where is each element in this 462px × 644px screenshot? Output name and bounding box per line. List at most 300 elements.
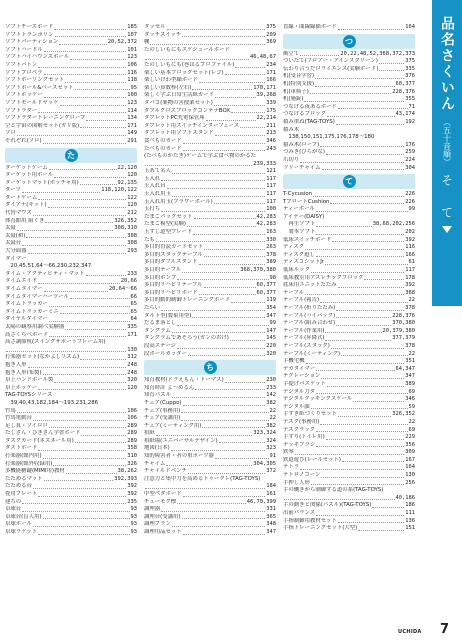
entry-name: ダーツ	[5, 187, 21, 194]
entry-name: 多目的スタックテーブル	[144, 251, 203, 258]
entry-pages: 60,377	[395, 80, 415, 87]
index-entry	[283, 259, 415, 267]
entry-pages: 130	[127, 346, 137, 353]
entry-pages: 38,68,202,256	[372, 221, 415, 228]
entry-name: たらい	[144, 304, 161, 311]
entry-pages: 22	[408, 418, 415, 425]
leader-dots	[86, 120, 126, 121]
leader-dots	[225, 74, 266, 75]
entry-pages: 220	[266, 342, 276, 349]
leader-dots	[150, 44, 265, 45]
entry-name: 段ボールカッター	[144, 350, 187, 357]
leader-dots	[214, 105, 265, 106]
entry-name: ソフトホッケー	[5, 92, 43, 99]
entry-pages: 320	[266, 350, 276, 357]
entry-name: 多目的動的制御トレーニングボード	[144, 297, 231, 304]
entry-name: 調理用品セット	[144, 529, 182, 535]
leader-dots	[316, 226, 371, 227]
entry-pages: 293	[127, 248, 137, 255]
entry-name: 多目的テーブル	[144, 267, 182, 273]
entry-pages: 118,120,122	[101, 187, 137, 194]
leader-dots	[311, 272, 404, 273]
entry-name: チューモク標	[144, 498, 177, 505]
entry-pages: 166	[266, 77, 276, 84]
leader-dots	[181, 412, 268, 413]
entry-pages: 116	[405, 244, 415, 251]
entry-name: ソロ	[5, 130, 16, 137]
entry-pages: 43,174	[395, 111, 415, 118]
leader-dots	[336, 325, 391, 326]
leader-dots	[33, 526, 130, 527]
leader-dots	[193, 234, 265, 235]
entry-pages: 308,310	[114, 225, 137, 232]
entry-name: ターゲット用ボール	[5, 172, 54, 179]
entry-pages: 226	[405, 191, 415, 198]
entry-pages: 224	[405, 156, 415, 163]
index-entry	[5, 483, 137, 491]
entry-name: 食べものカード	[144, 137, 182, 144]
entry-pages: 20,379,380	[382, 327, 415, 334]
entry-pages: 114	[127, 107, 137, 114]
leader-dots	[33, 215, 126, 216]
entry-pages: 118	[127, 77, 137, 84]
entry-pages: 123	[127, 99, 137, 106]
index-entry	[283, 442, 415, 450]
entry-pages: 356	[405, 441, 415, 448]
entry-pages: 120	[127, 172, 137, 179]
leader-dots	[364, 279, 404, 280]
index-entry	[283, 244, 415, 252]
index-entry	[5, 453, 137, 461]
entry-name: ソフトモールドヤッケ	[5, 99, 59, 106]
index-entry	[283, 96, 415, 104]
index-entry	[5, 438, 137, 446]
index-entry	[144, 328, 276, 336]
entry-name: タイムトラッカー	[5, 301, 48, 308]
leader-dots	[49, 427, 126, 428]
entry-name: 手の働きから制御する道の系(TAG-TOYS)	[283, 487, 384, 494]
entry-name: 多目的リハビリボード	[144, 289, 198, 296]
entry-name: 製本ソフト	[283, 229, 316, 236]
leader-dots	[336, 317, 391, 318]
entry-name: たまご模型(実験)	[144, 221, 186, 228]
index-entry	[283, 472, 415, 480]
entry-pages: 147	[266, 327, 276, 334]
entry-pages: 22	[408, 350, 415, 357]
leader-dots	[38, 534, 129, 535]
entry-name: 竹馬	[5, 407, 16, 414]
entry-pages: 171	[127, 122, 137, 129]
leader-dots	[327, 386, 404, 387]
entry-name: ターゲットゲーム	[5, 164, 48, 171]
entry-pages: 335	[127, 323, 137, 330]
index-entry	[144, 305, 276, 313]
entry-name: 玉入れ台	[144, 183, 166, 190]
index-entry	[283, 335, 415, 343]
entry-pages: 369	[266, 39, 276, 46]
entry-pages: 117	[266, 191, 276, 198]
entry-name: 知育教材(ドラえもん・トーマス)	[144, 377, 224, 384]
entry-name: ソフトパーティション	[5, 39, 59, 46]
index-entry	[5, 514, 137, 522]
entry-pages: 100	[266, 206, 276, 213]
entry-name: タルト型(製菓用型)	[144, 312, 192, 319]
leader-dots	[81, 435, 126, 436]
entry-pages: 347	[405, 373, 415, 380]
index-entry	[144, 438, 276, 446]
index-entry	[5, 92, 137, 100]
leader-dots	[231, 112, 265, 113]
index-entry	[5, 468, 137, 476]
brand-logo: UCHIDA	[398, 629, 422, 635]
entry-pages: 346	[405, 396, 415, 403]
entry-name: 衝立て	[283, 50, 300, 57]
entry-pages: 365	[266, 513, 276, 520]
index-entry	[283, 73, 415, 81]
entry-pages: 368,370,380	[240, 267, 276, 273]
entry-pages: 335	[405, 65, 415, 72]
entry-pages: 107	[127, 31, 137, 38]
entry-pages: 64,347	[395, 365, 415, 372]
entry-pages: 120	[127, 202, 137, 209]
leader-dots	[372, 507, 404, 508]
index-entry	[283, 81, 415, 89]
entry-pages: 65	[130, 301, 137, 308]
leader-dots	[43, 518, 130, 519]
entry-name: 玉ずし道型ブレード	[144, 229, 193, 236]
index-entry	[144, 453, 276, 461]
entry-pages: 22	[408, 297, 415, 304]
index-entry	[283, 487, 415, 495]
leader-dots	[22, 503, 126, 504]
index-entry	[5, 529, 137, 537]
index-entry	[144, 335, 276, 343]
leader-dots	[171, 450, 265, 451]
entry-name: ターゲットマット(ボッチャ用)	[5, 179, 79, 186]
leader-dots	[204, 287, 256, 288]
leader-dots	[300, 469, 404, 470]
entry-pages: 372	[266, 468, 276, 475]
entry-name: デジタルクッキングスケール	[283, 396, 353, 403]
entry-name: 拾紙場(ユニバーサルデザイン)	[144, 437, 218, 444]
index-entry	[144, 229, 276, 237]
index-entry	[144, 100, 276, 108]
index-entry	[283, 373, 415, 381]
entry-name: タイムエイド	[5, 278, 38, 285]
entry-name: 抱き人形	[5, 361, 27, 368]
leader-dots	[338, 287, 405, 288]
entry-pages: 60,377	[256, 282, 276, 289]
entry-name: ダートゲーム	[5, 194, 38, 201]
entry-pages: 389	[266, 259, 276, 266]
entry-pages: 119	[266, 297, 276, 304]
index-entry	[144, 54, 276, 62]
index-entry	[144, 123, 276, 131]
index-entry	[144, 499, 276, 507]
entry-name: 伝わり合うだロライエンス(実験ボード)	[283, 65, 379, 72]
entry-name: たまごパックセット	[144, 213, 193, 220]
leader-dots	[183, 143, 266, 144]
leader-dots	[338, 108, 408, 109]
index-entry	[144, 108, 276, 116]
entry-pages: 326	[127, 460, 137, 467]
leader-dots	[304, 101, 404, 102]
entry-pages: 368	[405, 289, 415, 296]
page-number: 7	[440, 622, 450, 637]
entry-pages: 382	[266, 422, 276, 429]
entry-pages: 123	[127, 54, 137, 61]
index-entry	[144, 62, 276, 70]
entry-name: ソフトバトン	[5, 61, 38, 68]
entry-pages: 230	[266, 377, 276, 384]
entry-name: 多機能糖鍵(MIMI用)教材	[5, 468, 65, 475]
index-entry	[144, 206, 276, 214]
entry-name: タブレット用ソフトスタンド	[144, 130, 214, 137]
index-entry	[144, 92, 276, 100]
entry-pages: 39,268	[256, 92, 276, 99]
index-entry	[5, 62, 137, 70]
leader-dots	[44, 291, 108, 292]
entry-pages: 93	[130, 506, 137, 513]
leader-dots	[379, 63, 404, 64]
leader-dots	[338, 522, 404, 523]
index-entry	[283, 381, 415, 389]
entry-pages: 263	[266, 244, 276, 251]
index-entry	[144, 297, 276, 305]
index-entry	[144, 461, 276, 469]
leader-dots	[199, 264, 266, 265]
entry-name: 机(車椅子)	[283, 88, 309, 95]
entry-pages: 376	[405, 73, 415, 80]
leader-dots	[192, 317, 265, 318]
leader-dots	[22, 511, 129, 512]
leader-dots	[172, 332, 265, 333]
entry-pages: 213	[266, 130, 276, 137]
index-entry	[283, 313, 415, 321]
index-entry	[5, 130, 137, 138]
entry-name: 打楽器(館内用)	[5, 453, 42, 460]
index-entry	[283, 157, 415, 165]
entry-pages: 22	[269, 415, 276, 422]
index-entry	[5, 202, 137, 210]
leader-dots	[38, 389, 126, 390]
leader-dots	[330, 203, 404, 204]
entry-pages: 42,283	[256, 213, 276, 220]
leader-dots	[206, 120, 256, 121]
index-entry	[283, 389, 415, 397]
index-entry	[5, 195, 137, 203]
entry-pages: 171	[266, 69, 276, 76]
entry-pages: 392	[127, 483, 137, 490]
index-entry	[5, 115, 137, 123]
index-entry	[5, 187, 137, 195]
entry-pages: 93	[130, 529, 137, 535]
entry-name: テーブル(ミーティング)	[283, 350, 341, 357]
index-entry	[144, 483, 276, 491]
entry-pages: 20,64〜66	[108, 286, 137, 292]
index-entry	[5, 210, 137, 218]
entry-name: 直線・曲線線描ボード	[283, 24, 337, 30]
leader-dots	[215, 97, 255, 98]
leader-dots	[166, 465, 252, 466]
entry-pages: 106	[127, 61, 137, 68]
leader-dots	[17, 412, 126, 413]
entry-name: 手の動きと関係(パズル)(TAG-TOYS)	[283, 502, 372, 509]
entry-name: ソフトチーズボード	[5, 24, 54, 30]
entry-name: 机(受音学習)	[283, 73, 315, 80]
entry-pages: 392	[405, 282, 415, 289]
index-entry	[283, 191, 415, 199]
entry-pages: 95	[130, 84, 137, 91]
entry-pages: 304	[405, 164, 415, 171]
entry-name: タイム・アクティビティ・マット	[5, 270, 85, 277]
entry-name: チェア(Cuppo)	[144, 399, 182, 406]
index-entry	[5, 430, 137, 438]
section-header	[283, 174, 415, 189]
leader-dots	[161, 310, 265, 311]
entry-pages: 228,376	[392, 88, 415, 95]
entry-pages: 184	[266, 483, 276, 490]
entry-pages: 99	[269, 320, 276, 327]
entry-name: タバコ(薬物の害授業セット)	[144, 99, 213, 106]
entry-name: 調理台(受講用)	[144, 513, 181, 520]
entry-pages: 69	[408, 426, 415, 433]
leader-dots	[145, 59, 249, 60]
entry-name: 建ちの	[5, 498, 22, 505]
entry-pages: 117	[266, 198, 276, 205]
leader-dots	[22, 245, 126, 246]
index-entry	[5, 423, 137, 431]
entry-name: タイムタイマー	[5, 286, 43, 292]
index-entry	[144, 39, 276, 47]
entry-name: テーブル(組み合わせ)	[283, 320, 336, 327]
leader-dots	[86, 275, 127, 276]
index-entry	[144, 77, 276, 85]
entry-name: 手押し人形	[283, 479, 310, 486]
index-entry	[283, 297, 415, 305]
leader-dots	[183, 534, 266, 535]
entry-pages: 310	[127, 453, 137, 460]
entry-pages: 151	[405, 525, 415, 532]
entry-name: 玉入れ用玉(フラワーボール)	[144, 198, 213, 205]
down-arrow-icon	[442, 226, 452, 233]
leader-dots	[204, 249, 265, 250]
entry-pages: 377,379	[392, 335, 415, 342]
index-entry	[144, 506, 276, 514]
leader-dots	[183, 150, 266, 151]
entry-name: 足し算・ソイロロ	[5, 422, 48, 429]
leader-dots	[172, 173, 265, 174]
entry-pages: 185	[127, 24, 137, 30]
leader-dots	[326, 154, 404, 155]
entry-name: たのしいもにも(巻はるプロファイル)	[144, 61, 235, 68]
index-entry	[144, 320, 276, 328]
leader-dots	[235, 67, 265, 68]
index-entry	[283, 24, 415, 32]
leader-dots	[54, 382, 126, 383]
entry-pages: 308	[127, 232, 137, 239]
leader-dots	[54, 177, 126, 178]
entry-pages: 64	[130, 316, 137, 323]
entry-name: ソフトハードル	[5, 46, 43, 53]
entry-name: 楽しい基本ブロックセット(レゴ)	[144, 69, 224, 76]
entry-name: ディスコシットJr	[283, 259, 325, 266]
entry-name: 多目的リハビリテーブル	[144, 282, 203, 289]
index-entry	[144, 85, 276, 93]
entry-name: 多目的ボンブ	[144, 274, 177, 281]
entry-pages: 22	[269, 407, 276, 414]
entry-name: 手指トレーニングセット(大型)	[283, 525, 358, 532]
index-column-1	[5, 24, 137, 537]
index-entry	[5, 256, 137, 264]
leader-dots	[231, 302, 265, 303]
entry-name: 手機宅機	[283, 358, 305, 365]
index-entry	[5, 309, 137, 317]
entry-pages: 61	[408, 259, 415, 266]
entry-pages: 392	[405, 236, 415, 243]
entry-name: タスクカード(ネズネール用)	[5, 437, 74, 444]
entry-pages: 186	[405, 502, 415, 509]
leader-dots	[342, 461, 404, 462]
index-entry	[283, 502, 415, 510]
leader-dots	[161, 180, 265, 181]
leader-dots	[28, 253, 127, 254]
entry-name: 手すり(トイレ用)	[283, 434, 325, 441]
leader-dots	[187, 226, 256, 227]
entry-pages: 22,120	[117, 164, 137, 171]
index-entry	[144, 214, 276, 222]
entry-pages: 202	[405, 229, 415, 236]
entry-pages: 320	[127, 377, 137, 384]
entry-name: ディスク遊し	[283, 251, 315, 258]
entry-name: タッセル	[144, 24, 166, 30]
index-entry	[144, 259, 276, 267]
entry-name: 再生ソフト	[283, 221, 316, 228]
entry-pages: 309	[405, 449, 415, 456]
leader-dots	[322, 169, 405, 170]
index-entry	[283, 351, 415, 359]
entry-pages: 375	[405, 58, 415, 65]
entry-name: 低床教室用アスレチックブロック	[283, 274, 364, 281]
index-entry	[5, 461, 137, 469]
entry-pages: 239,333	[253, 160, 276, 167]
leader-dots	[33, 420, 126, 421]
leader-dots	[379, 70, 404, 71]
entry-name: タイマー	[5, 255, 27, 262]
leader-dots	[225, 382, 266, 383]
entry-name: 体育館用 組ぐき	[5, 217, 45, 224]
entry-name: 玉入れ	[144, 175, 161, 182]
entry-pages: 66	[130, 293, 137, 300]
index-entry	[144, 237, 276, 245]
entry-pages: 163	[266, 229, 276, 236]
index-entry	[5, 521, 137, 529]
entry-name: 玉打ち	[144, 206, 161, 213]
leader-dots	[49, 321, 130, 322]
index-entry	[283, 495, 415, 503]
leader-dots	[75, 442, 126, 443]
index-entry	[144, 290, 276, 298]
leader-dots	[156, 435, 252, 436]
entry-pages: 46,48,67	[250, 54, 276, 61]
entry-name: たも	[144, 236, 155, 243]
entry-name: たのしいもにもスケジュールボード	[144, 46, 230, 53]
entry-pages: 382	[266, 399, 276, 406]
index-entry	[144, 415, 276, 423]
leader-dots	[338, 416, 391, 417]
index-entry	[144, 191, 276, 199]
leader-dots	[28, 367, 127, 368]
